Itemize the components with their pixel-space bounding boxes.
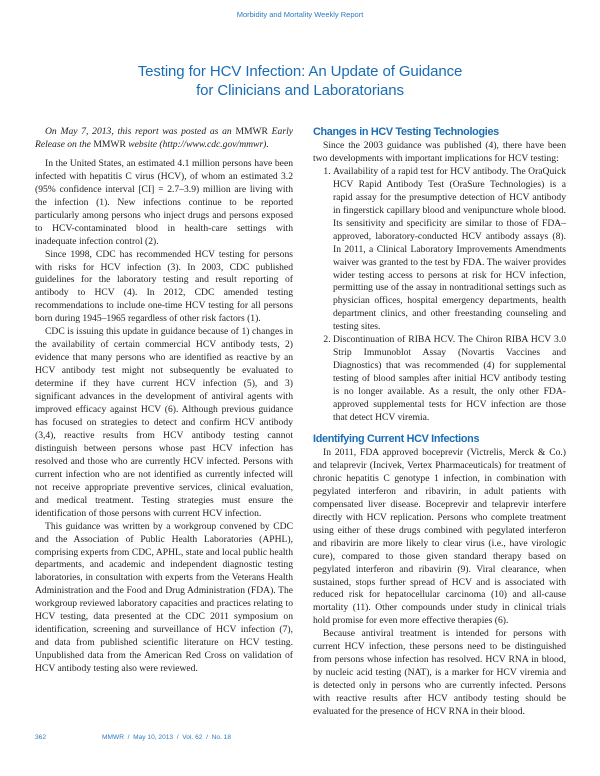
intro-mmwr-2: MMWR bbox=[93, 138, 126, 150]
paragraph: Since 1998, CDC has recommended HCV testing for persons with risks for HCV infection (3). In 2003, CDC published guidelines for the laboratory testing and result reporting of antibody to HCV (4). In 2012, CDC amended testing recommendations to include one-time HCV testing for all persons born during 1945–1965 regardless of other risk factors (1). bbox=[35, 248, 293, 325]
list-item: 2. Discontinuation of RIBA HCV. The Chiron RIBA HCV 3.0 Strip Immunoblot Assay (Novartis Vaccines and Diagnostics) that was recommended (4) for supplemental testing of blood samples after initial HCV antibody testing is no longer available. As a result, the only other FDA-approved supplemental tests for HCV infection are those that detect HCV viremia. bbox=[333, 334, 566, 425]
paragraph: CDC is issuing this update in guidance because of 1) changes in the availability of certain commercial HCV antibody tests, 2) evidence that many persons who are identified as reactive by an HCV antibody test might not subsequently be evaluated to determine if they have current HCV infection (5), and 3) significant advances in the development of antiviral agents with improved efficacy against HCV (6). Although previous guidance has focused on strategies to detect and confirm HCV antibody (3,4), reactive results from HCV antibody testing cannot distinguish between persons whose past HCV infection has resolved and those who are currently HCV infected. Persons with current infection who are not identified as currently infected will not receive appropriate preventive services, clinical evaluation, and medical treatment. Testing strategies must ensure the identification of those persons with current HCV infection. bbox=[35, 326, 293, 519]
section-heading-testing-technologies: Changes in HCV Testing Technologies bbox=[313, 126, 499, 138]
section-heading-identifying-infections: Identifying Current HCV Infections bbox=[313, 432, 480, 445]
paragraph: Because antiviral treatment is intended for persons with current HCV infection, these persons need to be distinguished from persons whose infection has resolved. HCV RNA in blood, by nucleic acid testing (NAT), is a marker for HCV viremia and is detected only in persons who are currently infected. Persons with reactive results after HCV antibody testing should be evaluated for the presence of HCV RNA in their blood. bbox=[313, 628, 566, 718]
left-column bbox=[35, 126, 293, 676]
right-column bbox=[313, 126, 566, 719]
paragraph: This guidance was written by a workgroup convened by CDC and the Association of Public Health Laboratories (APHL), comprising experts from CDC, APHL, state and local public health departments, and academic and independent diagnostic testing laboratories, in consultation with experts from the Veterans Health Administration and the Food and Drug Administration (FDA). The workgroup reviewed laboratory capacities and practices relating to HCV testing, data presented at the CDC 2011 symposium on identification, screening and surveillance of HCV infection (7), and data from published scientific literature on HCV testing. Unpublished data from the American Red Cross on validation of HCV antibody testing also were reviewed. bbox=[35, 520, 293, 675]
paragraph: Since the 2003 guidance was published (4), there have been two developments with important implications for HCV testing: bbox=[313, 140, 566, 164]
running-header: Morbidity and Mortality Weekly Report bbox=[236, 10, 364, 19]
intro-mmwr-1: MMWR bbox=[235, 126, 268, 137]
early-release-note bbox=[35, 126, 293, 152]
page-number: 362 bbox=[35, 734, 47, 741]
page-title bbox=[0, 62, 600, 100]
title-line-2: for Clinicians and Laboratorians bbox=[196, 82, 404, 99]
title-line-1: Testing for HCV Infection: An Update of Guidance bbox=[137, 63, 463, 80]
journal-citation: MMWR / May 10, 2013 / Vol. 62 / No. 18 bbox=[102, 734, 231, 741]
developments-list bbox=[313, 166, 566, 425]
paragraph: In 2011, FDA approved boceprevir (Victrelis, Merck & Co.) and telaprevir (Incivek, Vertex Pharmaceuticals) for treatment of chronic hepatitis C genotype 1 infection, in combination with pegylated interferon and ribavirin, in adult patients with compensated liver disease. Boceprevir and telaprevir interfere directly with HCV replication. Persons who complete treatment using either of these drugs combined with pegylated interferon and ribavirin are more likely to clear virus (i.e., have virologic cure), compared to those given standard therapy based on pegylated interferon and ribavirin (9). Viral clearance, when sustained, stops further spread of HCV and is associated with reduced risk for hepatocellular carcinoma (10) and all-cause mortality (11). Other compounds under study in clinical trials hold promise for even more effective therapies (6). bbox=[313, 446, 566, 627]
list-item: 1. Availability of a rapid test for HCV antibody. The OraQuick HCV Rapid Antibody Test (OraSure Technologies) is a rapid assay for the presumptive detection of HCV antibody in fingerstick capillary blood and venipuncture whole blood. Its sensitivity and specificity are similar to those of FDA–approved, laboratory-conducted HCV antibody assays (8). In 2011, a Clinical Laboratory Improvements Amendments waiver was granted to the test by FDA. The waiver provides wider testing access to persons at risk for HCV infection, permitting use of the assay in nontraditional settings such as physician offices, hospital emergency departments, health department clinics, and other freestanding counseling and testing sites. bbox=[333, 166, 566, 334]
intro-text-2: Early Release on the bbox=[35, 126, 293, 150]
intro-text-3: website (http://www.cdc.gov/mmwr). bbox=[125, 138, 269, 150]
intro-text-1: On May 7, 2013, this report was posted as an bbox=[45, 126, 236, 137]
paragraph: In the United States, an estimated 4.1 million persons have been infected with hepatitis C virus (HCV), of whom an estimated 3.2 (95% confidence interval [CI] = 2.7–3.9) million are living with the infection (1). New infections continue to be reported particularly among persons who inject drugs and persons exposed to HCV-contaminated blood in health-care settings with inadequate infection control (2). bbox=[35, 157, 293, 247]
